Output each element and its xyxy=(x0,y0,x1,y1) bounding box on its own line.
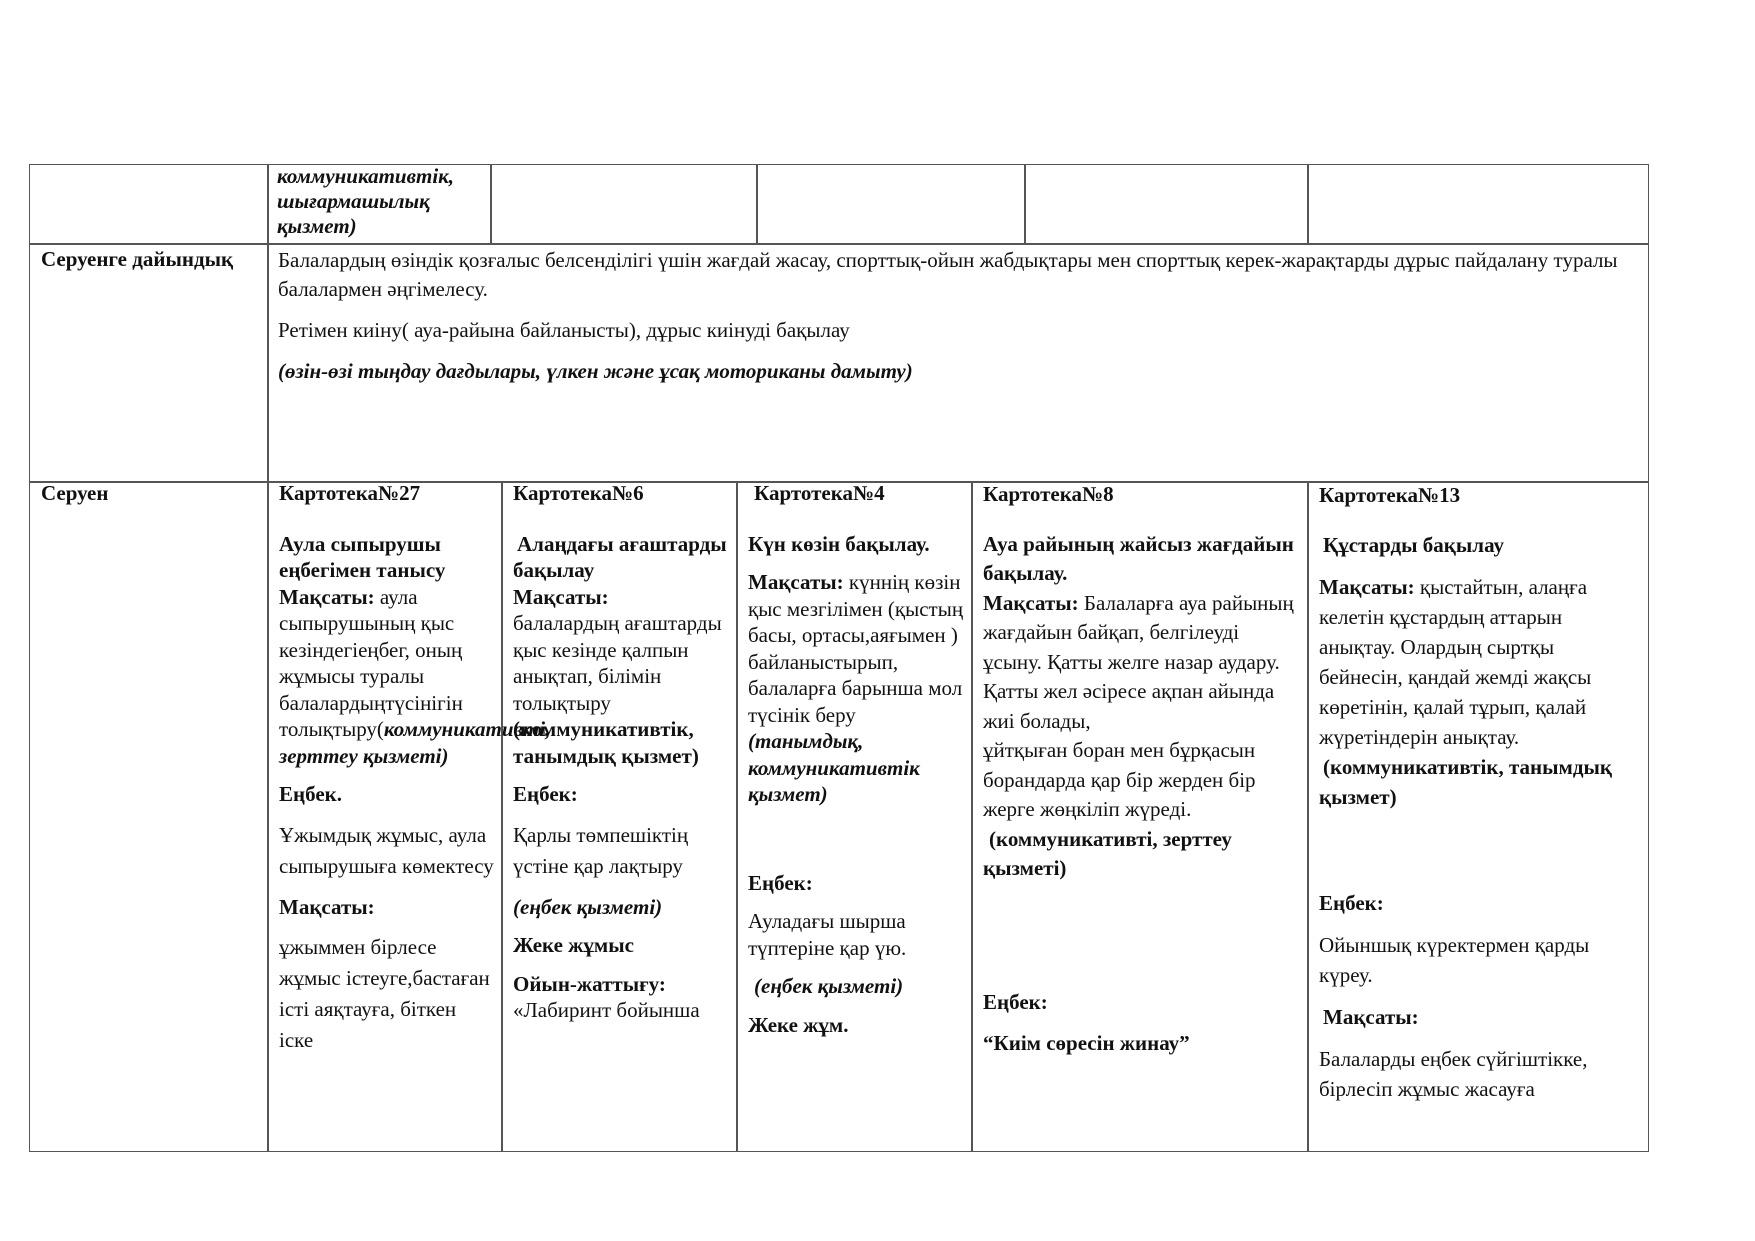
c3-work-label: Еңбек: xyxy=(748,870,813,895)
prep-label-cell xyxy=(29,243,269,483)
row0-cell-c3 xyxy=(756,164,1026,245)
prep-paragraph-2: Ретімен киіну( ауа-райына байланысты), дұрыс киінуді бақылау xyxy=(278,318,850,342)
row0-line1: коммуникативтік, xyxy=(277,164,455,188)
walk-c1-content xyxy=(271,480,551,1150)
c1-goal-text: аула сыпырушының қыс кезіндегіеңбег, оның жұмысы туралы балалардыңтүсінігін толықтыру( xyxy=(279,584,463,741)
c3-goal-text: күннің көзін қыс мезгілімен (қыстың басы, ортасы,аяғымен ) байланыстырып, балаларға барынша мол түсінік беру xyxy=(748,570,964,727)
c3-work-text: Ауладағы шырша түптеріне қар үю. xyxy=(748,909,907,960)
prep-content xyxy=(270,246,1640,386)
c3-individual: Жеке жұм. xyxy=(748,1012,849,1037)
c4-work-text: “Киім сөресін жинау” xyxy=(983,1031,1190,1055)
row0-line3: қызмет) xyxy=(277,214,357,238)
row0-cell-c2 xyxy=(490,164,758,245)
c4-goal-tag: (коммуникативті, зерттеу қызметі) xyxy=(983,826,1232,880)
c1-work-text: Ұжымдық жұмыс, аула сыпырушыға көмектесу xyxy=(279,822,494,878)
c5-goal2-label: Мақсаты: xyxy=(1323,1005,1419,1029)
row0-cell-c5 xyxy=(1307,164,1649,245)
c2-game-text: «Лабиринт бойынша xyxy=(513,998,700,1022)
walk-label-cell xyxy=(29,481,269,1152)
c5-goal-text: қыстайтын, алаңға келетін құстардың аттарын анықтау. Олардың сыртқы бейнесін, қандай жемді жақсы көретінін, қалай тұрып, қалай жүретіндерін анықтау. xyxy=(1319,575,1592,749)
prep-paragraph-3: (өзін-өзі тыңдау дағдылары, үлкен және ұсақ моториканы дамыту) xyxy=(278,359,913,383)
row0-line2: шығармашылық xyxy=(277,189,430,213)
c3-subtitle: Күн көзін бақылау. xyxy=(748,531,930,556)
c3-goal-tag: (танымдық, коммуникативтік қызмет) xyxy=(748,729,920,806)
c2-individual: Жеке жұмыс xyxy=(513,933,634,957)
c2-goal-text: балалардың ағаштарды қыс кезінде қалпын анықтап, білімін толықтыру xyxy=(513,611,722,715)
walk-c4-content xyxy=(975,480,1308,1150)
c3-title: Картотека№4 xyxy=(754,481,885,505)
c1-title: Картотека№27 xyxy=(279,481,421,505)
c2-work-tag: (еңбек қызметі) xyxy=(513,894,663,919)
c4-goal-text: Балаларға ауа райының жағдайын байқап, белгілеуді ұсыну. Қатты желге назар аудару. Қатты жел әсіресе ақпан айында жиі болады, xyxy=(983,590,1294,733)
c2-goal-tag: (коммуникативтік, танымдық қызмет) xyxy=(513,717,699,768)
c3-goal-label: Мақсаты: xyxy=(748,570,844,594)
c3-work-tag: (еңбек қызметі) xyxy=(754,974,904,998)
row0-cell-c4 xyxy=(1024,164,1309,245)
prep-paragraph-1: Балалардың өзіндік қозғалыс белсенділігі үшін жағдай жасау, спорттық-ойын жабдықтары мен спорттық керек-жарақтарды дұрыс пайдалану туралы балалармен әңгімелесу. xyxy=(278,248,1618,301)
c5-work-text: Ойыншық күректермен қарды күреу. xyxy=(1319,933,1590,987)
c4-subtitle: Ауа райының жайсыз жағдайын бақылау. xyxy=(983,531,1294,585)
c2-title: Картотека№6 xyxy=(513,481,644,505)
c4-work-label: Еңбек: xyxy=(983,989,1048,1014)
walk-c2-content xyxy=(505,480,737,1150)
row0-c1-text xyxy=(269,164,491,244)
c1-goal2-label: Мақсаты: xyxy=(279,894,375,919)
walk-label: Серуен xyxy=(41,481,109,505)
c2-work-text: Қарлы төмпешіктің үстіне қар лақтыру xyxy=(513,822,689,878)
c1-subtitle: Аула сыпырушы еңбегімен танысу xyxy=(279,531,446,582)
c2-work-label: Еңбек: xyxy=(513,782,578,806)
c5-subtitle: Құстарды бақылау xyxy=(1323,533,1505,557)
walk-c5-content xyxy=(1311,480,1647,1150)
c2-goal-label: Мақсаты: xyxy=(513,584,609,609)
c5-work-label: Еңбек: xyxy=(1319,891,1384,915)
prep-label: Серуенге дайындық xyxy=(41,247,234,271)
c1-goal-tag: коммуникативті, зерттеу қызметі) xyxy=(279,717,551,768)
c4-title: Картотека№8 xyxy=(983,482,1114,506)
c4-goal-text2: ұйтқыған боран мен бұрқасын борандарда қар бір жерден бір жерге жөңкіліп жүреді. xyxy=(983,738,1256,821)
c4-goal-label: Мақсаты: xyxy=(983,590,1079,615)
row0-cell-label xyxy=(29,164,269,245)
c1-goal2-text: ұжыммен бірлесе жұмыс істеуге,бастаған істі аяқтауға, біткен іске xyxy=(279,935,490,1052)
c5-goal-tag: (коммуникативтік, танымдық қызмет) xyxy=(1319,755,1612,809)
c1-goal-label: Мақсаты: xyxy=(279,584,375,609)
walk-c3-content xyxy=(740,480,972,1150)
c5-goal2-text: Балаларды еңбек сүйгіштікке, бірлесіп жұмыс жасауға xyxy=(1319,1047,1588,1101)
c2-subtitle: Алаңдағы ағаштарды бақылау xyxy=(513,531,727,582)
c2-game-label: Ойын-жаттығу: xyxy=(513,971,666,996)
c5-goal-label: Мақсаты: xyxy=(1319,575,1415,599)
c1-work-label: Еңбек. xyxy=(279,782,342,806)
c5-title: Картотека№13 xyxy=(1319,483,1461,507)
